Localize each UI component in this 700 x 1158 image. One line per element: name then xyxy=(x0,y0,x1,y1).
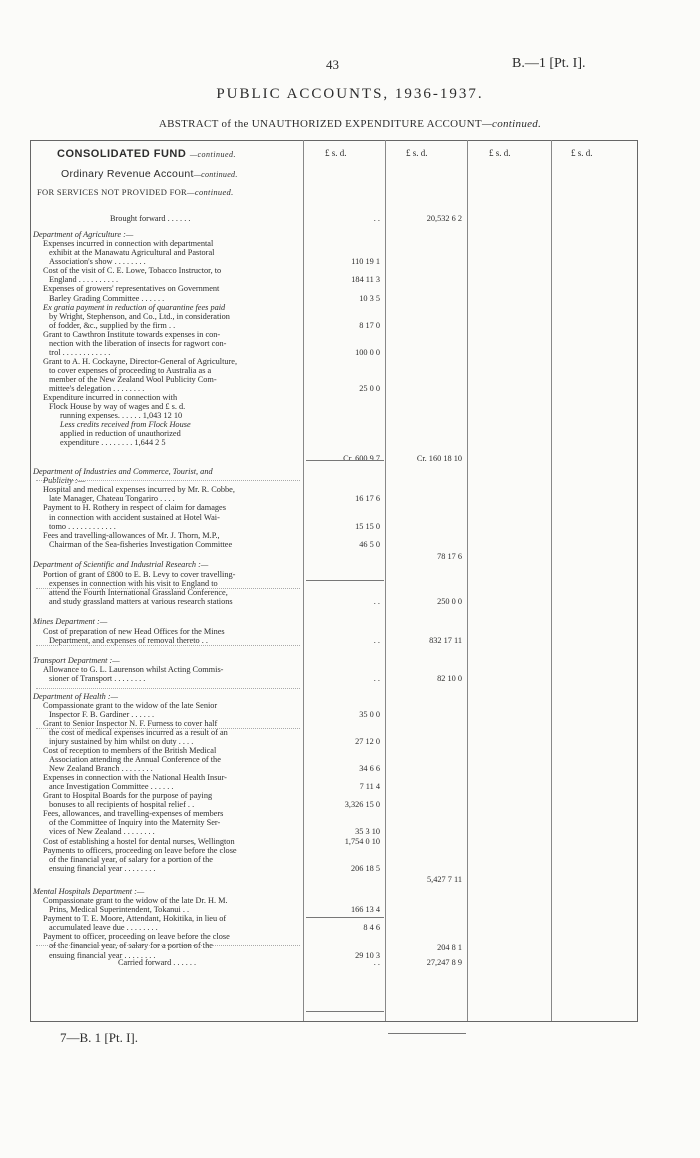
section-heading: Department of Industries and Commerce, Tourist, and xyxy=(33,467,213,476)
section-separator xyxy=(36,645,300,646)
amount-col1: 34 6 6 xyxy=(359,764,380,773)
row-description: Grant to Hospital Boards for the purpose of paying xyxy=(43,791,213,800)
section-separator xyxy=(36,945,300,946)
section-heading: Mines Department :— xyxy=(33,617,108,626)
section-heading: Mental Hospitals Department :— xyxy=(33,887,145,896)
row-description: trol . . . . . . . . . . . . xyxy=(49,348,111,357)
amount-col1: 27 12 0 xyxy=(355,737,380,746)
amount-col2: 82 10 0 xyxy=(437,674,462,683)
row-description: New Zealand Branch . . . . . . . . xyxy=(49,764,153,773)
currency-header: £ s. d. xyxy=(571,148,593,158)
amount-col1: . . xyxy=(373,674,380,683)
amount-col1: . . xyxy=(373,597,380,606)
section-separator xyxy=(36,588,300,589)
row-description: running expenses. . . . . . 1,043 12 10 xyxy=(60,411,183,420)
amount-col1: Cr. 600 9 7 xyxy=(343,454,380,463)
fund-continued: —continued. xyxy=(189,150,237,159)
amount-col2: 204 8 1 xyxy=(437,943,462,952)
row-description: Carried forward . . . . . . xyxy=(118,958,197,967)
row-description: Payment to T. E. Moore, Attendant, Hokitika, in lieu of xyxy=(43,914,227,923)
row-description: Payment to officer, proceeding on leave before the close xyxy=(43,932,230,941)
currency-header: £ s. d. xyxy=(325,148,347,158)
row-description: Payment to H. Rothery in respect of claim for damages xyxy=(43,503,226,512)
amount-col2: Cr. 160 18 10 xyxy=(416,454,462,463)
page-title: PUBLIC ACCOUNTS, 1936-1937. xyxy=(216,86,484,102)
row-description: England . . . . . . . . . . xyxy=(49,275,119,284)
row-description: attend the Fourth International Grassland Conference, xyxy=(49,588,228,597)
row-description: the cost of medical expenses incurred as a result of an xyxy=(49,728,228,737)
amount-col1: 35 0 0 xyxy=(359,710,380,719)
row-description: Expenses in connection with the National Health Insur- xyxy=(43,773,227,782)
section-separator xyxy=(36,688,300,689)
amount-col2: 250 0 0 xyxy=(437,597,462,606)
currency-header: £ s. d. xyxy=(489,148,511,158)
amount-col1: 16 17 6 xyxy=(355,494,380,503)
amount-col1: 206 18 5 xyxy=(350,864,380,873)
amount-col1: 7 11 4 xyxy=(359,782,380,791)
section-heading: Transport Department :— xyxy=(33,656,120,665)
amount-col1: . . xyxy=(373,214,380,223)
services-continued: —continued. xyxy=(187,187,234,197)
section-heading: Department of Health :— xyxy=(33,692,119,701)
fund-name: CONSOLIDATED FUND xyxy=(57,148,187,160)
row-description: late Manager, Chateau Tongariro . . . . xyxy=(49,494,175,503)
account-continued: —continued. xyxy=(193,170,238,179)
section-separator xyxy=(36,480,300,481)
row-description: Expenditure incurred in connection with xyxy=(43,393,178,402)
row-description: Fees and travelling-allowances of Mr. J. Thorn, M.P., xyxy=(43,531,220,540)
row-description: Hospital and medical expenses incurred by Mr. R. Cobbe, xyxy=(43,485,235,494)
amount-col2: 832 17 11 xyxy=(429,636,462,645)
row-description: Cost of reception to members of the British Medical xyxy=(43,746,217,755)
subtitle-continued: —continued. xyxy=(481,118,542,130)
row-description: nection with the liberation of insects for ragwort con- xyxy=(49,339,227,348)
page-number: 43 xyxy=(326,57,339,72)
amount-col1: 8 4 6 xyxy=(363,923,380,932)
row-description: Prins, Medical Superintendent, Tokanui . . xyxy=(49,905,190,914)
section-separator xyxy=(36,728,300,729)
row-description: mittee's delegation . . . . . . . . xyxy=(49,384,145,393)
row-description: exhibit at the Manawatu Agricultural and Pastoral xyxy=(49,248,215,257)
row-description: Inspector F. B. Gardiner . . . . . . xyxy=(49,710,155,719)
total-rule xyxy=(306,460,384,461)
amount-col1: 46 5 0 xyxy=(359,540,380,549)
amount-col2: 27,247 8 9 xyxy=(426,958,462,967)
amount-col1: 35 3 10 xyxy=(355,827,380,836)
row-description: expenses in connection with his visit to England to xyxy=(49,579,218,588)
total-rule xyxy=(306,580,384,581)
section-heading: Publicity :— xyxy=(43,476,86,485)
row-description: accumulated leave due . . . . . . . . xyxy=(49,923,158,932)
row-description: of the financial year, of salary for a portion of the xyxy=(49,855,213,864)
amount-col1: 8 17 0 xyxy=(359,321,380,330)
amount-col1: 184 11 3 xyxy=(351,275,380,284)
section-heading: Less credits received from Flock House xyxy=(60,420,191,429)
row-description: Chairman of the Sea-fisheries Investigation Committee xyxy=(49,540,233,549)
row-description: of fodder, &c., supplied by the firm . . xyxy=(49,321,176,330)
row-description: Brought forward . . . . . . xyxy=(110,214,191,223)
row-description: bonuses to all recipients of hospital relief . . xyxy=(49,800,195,809)
amount-col1: 100 0 0 xyxy=(355,348,380,357)
amount-col1: 110 19 1 xyxy=(351,257,380,266)
row-description: by Wright, Stephenson, and Co., Ltd., in consideration xyxy=(49,312,230,321)
subtitle-main: ABSTRACT of the UNAUTHORIZED EXPENDITURE ACCOUNT xyxy=(158,118,482,130)
total-rule xyxy=(306,1011,384,1012)
row-description: sioner of Transport . . . . . . . . xyxy=(49,674,146,683)
row-description: Grant to Cawthron Institute towards expenses in con- xyxy=(43,330,221,339)
amount-col1: 1,754 0 10 xyxy=(344,837,380,846)
column-divider xyxy=(467,140,468,1021)
row-description: expenditure . . . . . . . . 1,644 2 5 xyxy=(60,438,166,447)
row-description: Portion of grant of £800 to E. B. Levy to cover travelling- xyxy=(43,570,236,579)
page-subtitle xyxy=(0,118,700,130)
section-heading: Department of Scientific and Industrial Research :— xyxy=(33,560,209,569)
row-description: Expenses incurred in connection with departmental xyxy=(43,239,214,248)
row-description: Association attending the Annual Conference of the xyxy=(49,755,221,764)
row-description: injury sustained by him whilst on duty . . . . xyxy=(49,737,194,746)
section-heading: Department of Agriculture :— xyxy=(33,230,134,239)
row-description: in connection with accident sustained at Hotel Wai- xyxy=(49,513,220,522)
row-description: of the financial year, of salary for a portion of the xyxy=(49,941,213,950)
column-divider xyxy=(385,140,386,1021)
row-description: Expenses of growers' representatives on Government xyxy=(43,284,220,293)
row-description: Grant to Senior Inspector N. F. Furness to cover half xyxy=(43,719,218,728)
amount-col1: 15 15 0 xyxy=(355,522,380,531)
row-description: Compassionate grant to the widow of the late Dr. H. M. xyxy=(43,896,228,905)
row-description: Department, and expenses of removal thereto . . xyxy=(49,636,208,645)
row-description: ensuing financial year . . . . . . . . xyxy=(49,864,156,873)
amount-col2: 20,532 6 2 xyxy=(426,214,462,223)
services-name: FOR SERVICES NOT PROVIDED FOR xyxy=(37,187,188,197)
column-divider xyxy=(303,140,304,1021)
services-heading xyxy=(37,187,234,197)
row-description: Grant to A. H. Cockayne, Director-General of Agriculture, xyxy=(43,357,238,366)
row-description: vices of New Zealand . . . . . . . . xyxy=(49,827,155,836)
row-description: ance Investigation Committee . . . . . . xyxy=(49,782,174,791)
total-rule xyxy=(306,917,384,918)
account-name: Ordinary Revenue Account xyxy=(61,168,194,180)
row-description: Compassionate grant to the widow of the late Senior xyxy=(43,701,218,710)
row-description: to cover expenses of proceeding to Australia as a xyxy=(49,366,212,375)
amount-col2: 5,427 7 11 xyxy=(427,875,462,884)
amount-col2: 78 17 6 xyxy=(437,552,462,561)
total-rule xyxy=(388,1033,466,1034)
currency-header: £ s. d. xyxy=(406,148,428,158)
row-description: ensuing financial year . . . . . . . . xyxy=(49,951,156,960)
row-description: Barley Grading Committee . . . . . . xyxy=(49,294,165,303)
row-description: Cost of establishing a hostel for dental nurses, Wellington xyxy=(43,837,235,846)
row-description: Association's show . . . . . . . . xyxy=(49,257,146,266)
amount-col1: 10 3 5 xyxy=(359,294,380,303)
amount-col1: 3,326 15 0 xyxy=(344,800,380,809)
row-description: tomo . . . . . . . . . . . . xyxy=(49,522,116,531)
row-description: of the Committee of Inquiry into the Maternity Ser- xyxy=(49,818,221,827)
column-divider xyxy=(551,140,552,1021)
row-description: Cost of preparation of new Head Offices for the Mines xyxy=(43,627,225,636)
row-description: applied in reduction of unauthorized xyxy=(60,429,181,438)
row-description: Flock House by way of wages and £ s. d. xyxy=(49,402,186,411)
fund-title xyxy=(57,148,236,160)
row-description: member of the New Zealand Wool Publicity Com- xyxy=(49,375,217,384)
row-description: Payments to officers, proceeding on leave before the close xyxy=(43,846,237,855)
footer-reference: 7—B. 1 [Pt. I]. xyxy=(60,1030,138,1045)
amount-col1: 166 13 4 xyxy=(350,905,380,914)
row-description: and study grassland matters at various research stations xyxy=(49,597,233,606)
account-title xyxy=(61,168,238,180)
amount-col1: 29 10 3 xyxy=(355,951,380,960)
amount-col1: . . xyxy=(373,636,380,645)
document-reference: B.—1 [Pt. I]. xyxy=(512,56,586,71)
row-description: Cost of the visit of C. E. Lowe, Tobacco Instructor, to xyxy=(43,266,222,275)
amount-col1: . . xyxy=(373,958,380,967)
section-heading: Ex gratia payment in reduction of quarantine fees paid xyxy=(43,303,226,312)
amount-col1: 25 0 0 xyxy=(359,384,380,393)
row-description: Allowance to G. L. Laurenson whilst Acting Commis- xyxy=(43,665,224,674)
row-description: Fees, allowances, and travelling-expenses of members xyxy=(43,809,224,818)
